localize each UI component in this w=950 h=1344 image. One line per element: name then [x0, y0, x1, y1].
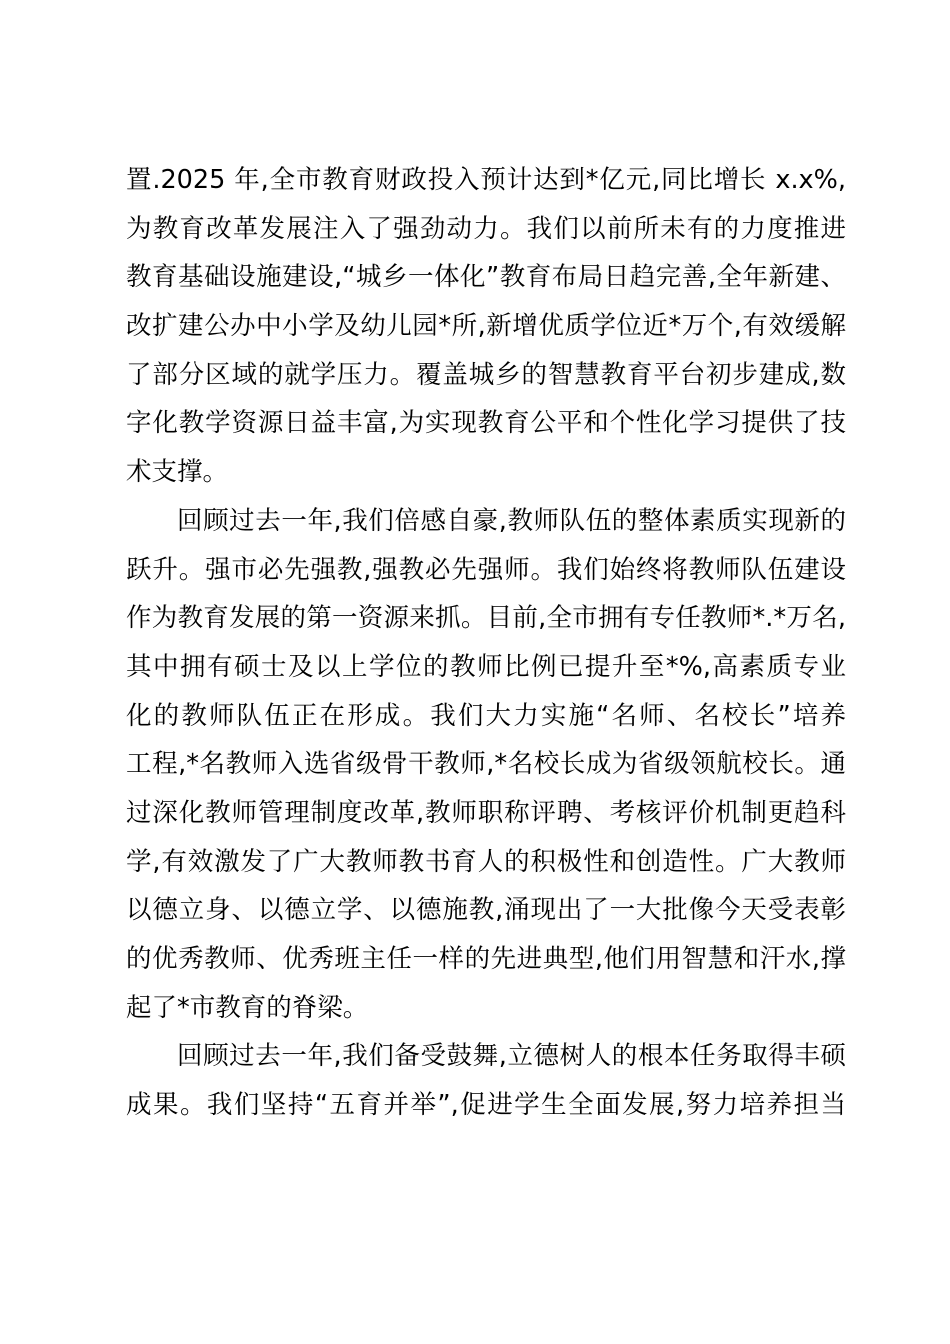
text-line: 成果。我们坚持“五育并举”,促进学生全面发展,努力培养担当: [126, 1090, 846, 1121]
text-line: 为教育改革发展注入了强劲动力。我们以前所未有的力度推进: [126, 213, 846, 244]
text-line: 其中拥有硕士及以上学位的教师比例已提升至*%,高素质专业: [126, 651, 846, 682]
text-line: 作为教育发展的第一资源来抓。目前,全市拥有专任教师*.*万名,: [126, 603, 846, 634]
text-line: 以德立身、以德立学、以德施教,涌现出了一大批像今天受表彰: [126, 895, 846, 926]
paragraph-first-line: 回顾过去一年,我们备受鼓舞,立德树人的根本任务取得丰硕: [177, 1041, 846, 1072]
text-line: 置.2025 年,全市教育财政投入预计达到*亿元,同比增长 x.x%,: [126, 165, 846, 195]
body-text: [126, 156, 846, 1130]
text-line: 化的教师队伍正在形成。我们大力实施“名师、名校长”培养: [126, 700, 846, 731]
text-line: 改扩建公办中小学及幼儿园*所,新增优质学位近*万个,有效缓解: [126, 311, 846, 342]
text-line: 起了*市教育的脊梁。: [126, 992, 369, 1023]
text-line: 了部分区域的就学压力。覆盖城乡的智慧教育平台初步建成,数: [126, 359, 846, 390]
text-line: 工程,*名教师入选省级骨干教师,*名校长成为省级领航校长。通: [126, 749, 846, 780]
text-line: 术支撑。: [126, 457, 229, 488]
text-line: 过深化教师管理制度改革,教师职称评聘、考核评价机制更趋科: [126, 797, 846, 828]
paragraph-first-line: 回顾过去一年,我们倍感自豪,教师队伍的整体素质实现新的: [177, 505, 846, 536]
text-line: 字化教学资源日益丰富,为实现教育公平和个性化学习提供了技: [126, 408, 846, 439]
text-line: 学,有效激发了广大教师教书育人的积极性和创造性。广大教师: [126, 846, 846, 877]
text-line: 跃升。强市必先强教,强教必先强师。我们始终将教师队伍建设: [126, 554, 846, 585]
text-line: 的优秀教师、优秀班主任一样的先进典型,他们用智慧和汗水,撑: [126, 944, 846, 974]
text-line: 教育基础设施建设,“城乡一体化”教育布局日趋完善,全年新建、: [126, 262, 846, 293]
